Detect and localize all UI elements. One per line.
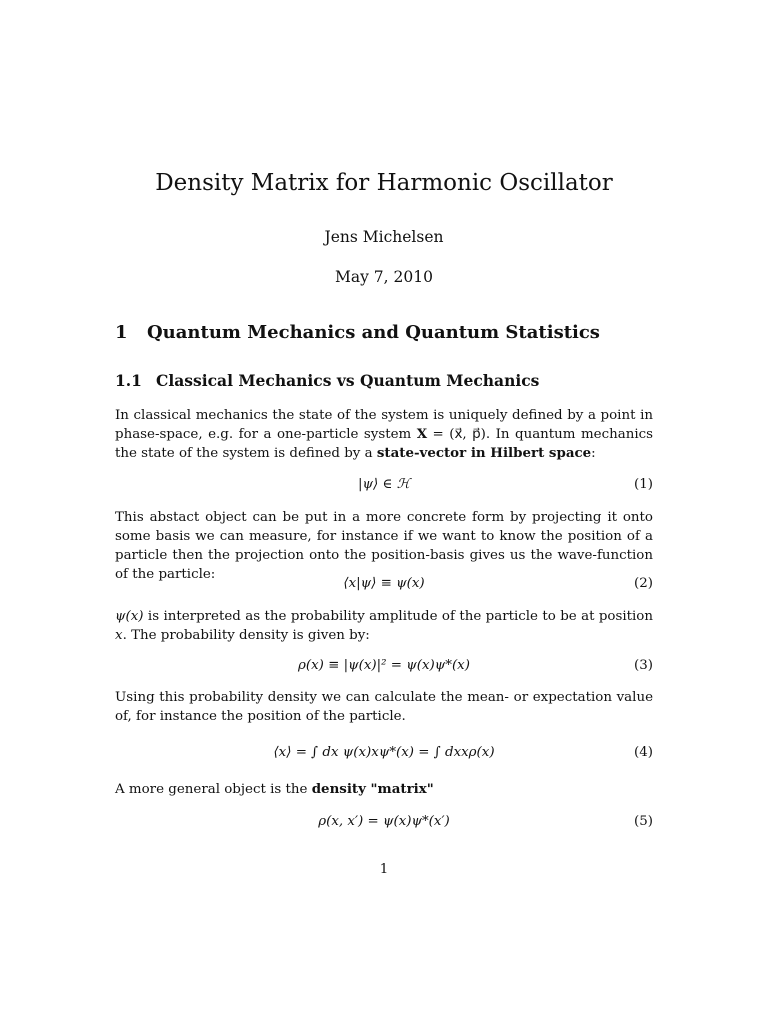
paragraph-5-text-a: A more general object is the — [115, 782, 312, 797]
equation-5-body: ρ(x, x′) = ψ(x)ψ*(x′) — [318, 814, 450, 829]
equation-5-tag: (5) — [634, 814, 653, 829]
equation-2-body: ⟨x|ψ⟩ ≡ ψ(x) — [343, 576, 425, 591]
equation-2-tag: (2) — [634, 576, 653, 591]
bold-term-hilbert: state-vector in Hilbert space — [376, 445, 592, 461]
equation-3 — [115, 655, 653, 677]
author: Jens Michelsen — [324, 228, 444, 246]
paragraph-4: Using this probability density we can calculate the mean- or expectation value of, for instance the position of the particle. — [115, 690, 653, 724]
paragraph-3-text-b: is interpreted as the probability amplitude of the particle to be at position — [143, 609, 653, 624]
equation-4-body: ⟨x⟩ = ∫ dx ψ(x)xψ*(x) = ∫ dxxρ(x) — [273, 745, 495, 760]
equation-4 — [115, 742, 653, 764]
equation-2 — [115, 573, 653, 595]
subsection-heading — [115, 371, 539, 390]
equation-4-tag: (4) — [634, 745, 653, 760]
equation-1-tag: (1) — [634, 477, 653, 492]
equation-1 — [115, 474, 653, 496]
paragraph-2: This abstact object can be put in a more concrete form by projecting it onto some basis we can measure, for instance if we want to know the position of a particle then the projection onto the position-basis gives us the wave-function of the particle: — [115, 510, 653, 582]
subsection-title: Classical Mechanics vs Quantum Mechanics — [156, 371, 540, 390]
paragraph-1-text-c: : — [591, 446, 596, 461]
vector-symbol: X — [416, 426, 428, 442]
paragraph-1 — [115, 406, 653, 463]
psi-symbol: ψ(x) — [115, 609, 144, 624]
paragraph-3 — [115, 607, 653, 645]
equation-3-body: ρ(x) ≡ |ψ(x)|² = ψ(x)ψ*(x) — [298, 658, 470, 673]
section-number: 1 — [115, 322, 128, 343]
equation-3-tag: (3) — [634, 658, 653, 673]
subsection-number: 1.1 — [115, 371, 142, 390]
date: May 7, 2010 — [335, 268, 433, 286]
paper-title: Density Matrix for Harmonic Oscillator — [155, 170, 613, 196]
bold-term-density-matrix: density "matrix" — [311, 781, 434, 797]
paragraph-3-text-c: . The probability density is given by: — [122, 628, 370, 643]
paragraph-1-text-b: = (x⃗, p⃗). In quantum mechanics the state of the system is defined by a — [115, 427, 653, 461]
paragraph-5 — [115, 780, 653, 799]
section-title: Quantum Mechanics and Quantum Statistics — [147, 322, 600, 343]
equation-5 — [115, 811, 653, 833]
x-symbol: x — [115, 628, 123, 643]
section-heading — [115, 322, 600, 343]
page-number: 1 — [379, 862, 389, 877]
paragraph-1-text-a: In classical mechanics the state of the system is uniquely defined by a point in phase-space, e.g. for a one-particle system — [115, 408, 653, 442]
equation-1-body: |ψ⟩ ∈ ℋ — [358, 477, 410, 492]
